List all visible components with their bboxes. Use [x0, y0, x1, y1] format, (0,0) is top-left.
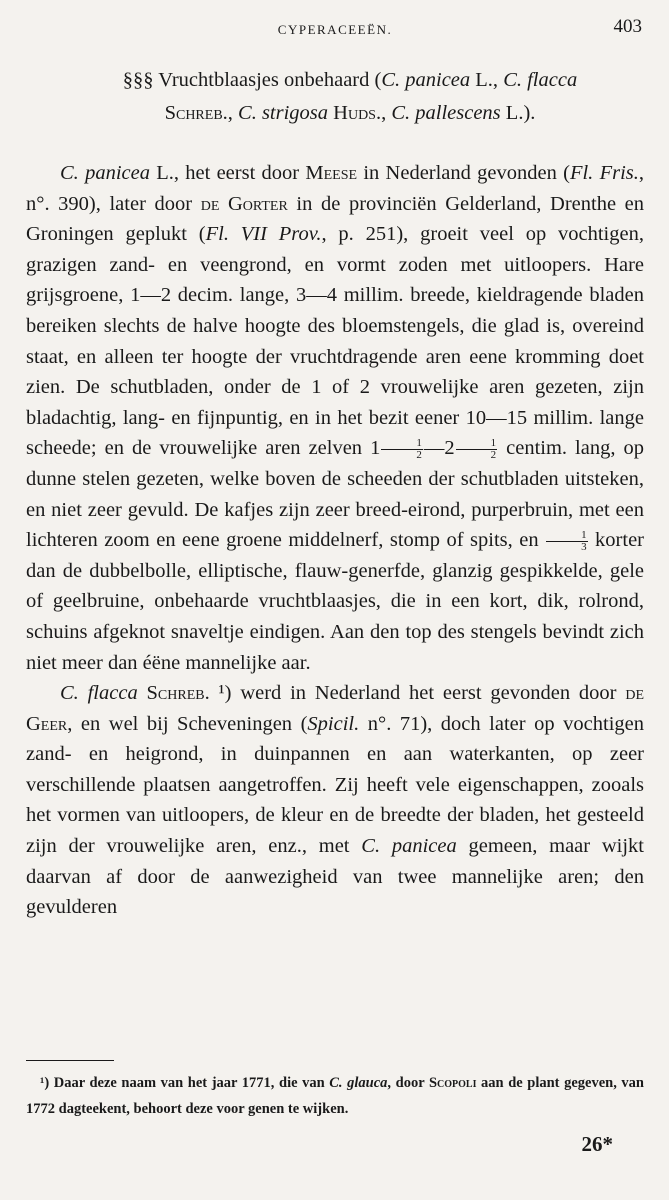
person-name: de Gorter [200, 192, 288, 215]
reference: Fl. VII Prov. [205, 223, 322, 246]
species-name: C. flacca [60, 682, 138, 705]
page-number: 403 [613, 16, 642, 37]
heading-text: , [227, 102, 239, 124]
person-name: Scopoli [428, 1075, 477, 1091]
text-run: L., het eerst door [149, 162, 306, 184]
text-run: ¹) werd in Nederland het eerst gevonden door [209, 682, 626, 705]
running-title: CYPERACEEËN. [277, 22, 393, 37]
species-name: C. glauca [329, 1075, 388, 1091]
section-marker: §§§ [122, 69, 154, 91]
species-name: C. pallescens [391, 102, 501, 124]
heading-text: , [381, 102, 392, 124]
author-name: Huds. [333, 102, 382, 124]
author-name: Schreb. [164, 102, 228, 124]
reference: Fl. Fris. [569, 162, 639, 184]
paragraph-panicea [26, 158, 644, 678]
heading-text: L., [470, 69, 504, 91]
section-heading [60, 64, 640, 130]
body-text [26, 158, 644, 923]
paragraph-flacca [26, 678, 644, 923]
fraction-denominator: 2 [490, 449, 497, 462]
text-run: korter dan de dubbelbolle, elliptische, flauw-generfde, glanzig gespikkelde, gele of geelbruine, onbehaarde vruchtblaasjes, die in een kort, dik, rolrond, schuins afgeknot snaveltje eindigen. Aan den top des stengels bevindt zich niet meer dan éëne mannelijke aar. [26, 529, 644, 674]
author-name: Schreb. [146, 682, 210, 705]
species-name: C. strigosa [238, 102, 329, 124]
text-run: , p. 251), groeit veel op vochtigen, grazigen zand- en veengrond, en vormt zoden met uitloopers. Hare grijsgroene, 1—2 decim. lange, 3—4 millim. breede, kieldragende bladen bereiken slechts de halve hoogte des bloemstengels, die glad is, overeind staat, en alleen ter hoogte der vruchtdragende aren eene kromming doet zien. De schutbladen, onder de 1 of 2 vrouwelijke aren gezeten, zijn bladachtig, lang- en fijnpuntig, en in het bezit eener 10—15 millim. lange scheede; en de vrouwelijke aren zelven 1 [26, 223, 644, 460]
fraction-numerator: 1 [381, 438, 423, 450]
fraction-numerator: 1 [546, 530, 588, 542]
fraction-numerator: 1 [456, 438, 498, 450]
fraction [546, 530, 588, 553]
footnote-rule [26, 1060, 114, 1061]
person-name: Meese [305, 162, 358, 184]
signature-mark: 26* [581, 1132, 613, 1156]
footnote [26, 1070, 644, 1122]
fraction [381, 438, 423, 461]
footnote-text [26, 1070, 644, 1122]
species-name: C. panicea [381, 69, 471, 91]
text-run: in Nederland gevonden ( [357, 162, 570, 184]
text-run [138, 682, 147, 704]
fraction-denominator: 3 [581, 540, 587, 553]
heading-text: L.). [500, 102, 536, 124]
text-run: ¹) Daar deze naam van het jaar 1771, die van [40, 1075, 330, 1091]
fraction-denominator: 2 [416, 449, 422, 462]
text-run: —2 [423, 437, 455, 460]
text-run: , en wel bij Scheveningen ( [67, 712, 308, 735]
running-head [26, 14, 644, 44]
text-run: in de provinciën Gelderland, Drenthe en Groningen geplukt ( [26, 192, 644, 246]
text-run: gemeen, maar wijkt daarvan af door de aanwezigheid van twee mannelijke aren; den gevulderen [26, 835, 645, 919]
text-run: , n°. 390), later door [26, 162, 644, 215]
fraction [456, 438, 498, 461]
species-name: C. flacca [503, 69, 578, 91]
species-name: C. panicea [60, 162, 150, 184]
text-run: n°. 71), doch later op vochtigen zand- en heigrond, in duinpannen en aan waterkanten, op zeer verschillende plaatsen aangetroffen. Zij heeft vele eigenschappen, zooals het vormen van uitloopers, de kleur en de breedte der bladen, het gesteeld zijn der vrouwelijke aren, enz., met [26, 712, 644, 858]
person-name: de Geer [26, 682, 644, 735]
text-run: aan de plant gegeven, van 1772 dagteekent, behoort deze voor genen te wijken. [26, 1075, 644, 1117]
reference: Spicil. [307, 712, 360, 735]
text-run: , door [387, 1075, 429, 1091]
heading-text: Vruchtblaasjes onbehaard ( [153, 69, 382, 91]
text-run: centim. lang, op dunne stelen gezeten, welke boven de scheeden der schutbladen uitsteken, en niet zeer gevuld. De kafjes zijn zeer breed-eirond, purperbruin, met een lichteren zoom en eene groene middelnerf, stomp of spits, en [26, 437, 644, 552]
species-name: C. panicea [361, 835, 457, 858]
